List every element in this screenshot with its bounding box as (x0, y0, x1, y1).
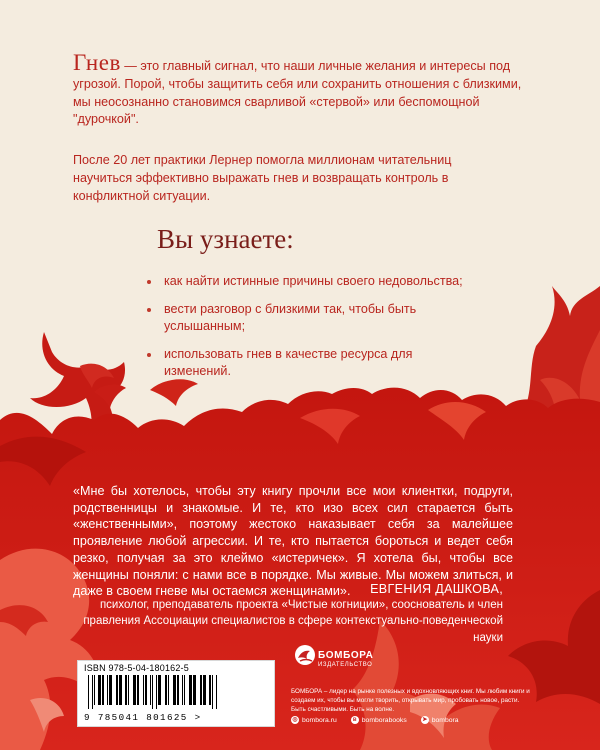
learn-heading: Вы узнаете: (157, 224, 294, 254)
testimonial-quote: «Мне бы хотелось, чтобы эту книгу прочли все мои клиентки, подруги, родственницы и знакомые. И те, кто изо всех сил старается быть «женственными», поэтому жестоко наказывает себя за малейшее проявление любой агрессии. И те, кто пытается бороться и ведет себя резко, получая за это клеймо «истеричек». Я хотела бы, чтобы все женщины поняли: с нами все в порядке. Мы живые. Мы можем злиться, и даже в своем гневе мы остаемся женщинами». (73, 484, 513, 599)
social-label: bomborabooks (361, 716, 407, 724)
learn-list (146, 273, 476, 391)
publisher-description: БОМБОРА – лидер на рынке полезных и вдохновляющих книг. Мы любим книги и создаем их, чтобы вы могли творить, открывать мир, пробовать новое, расти. Быть счастливыми. Быть на волне. (291, 688, 530, 713)
publisher-brand-name: БОМБОРА (318, 650, 374, 661)
social-link-web[interactable] (291, 716, 337, 724)
isbn-digits: 9 785041 801625 > (84, 712, 202, 723)
social-label: bombora (431, 716, 459, 724)
learn-item-text: вести разговор с близкими так, чтобы быть услышанным; (164, 301, 417, 334)
telegram-icon: ➤ (422, 717, 428, 723)
social-label: bombora.ru (302, 716, 337, 724)
bullet-dot-icon (147, 308, 151, 312)
intro-lead-word: Гнев (73, 50, 121, 75)
web-icon: ◎ (292, 717, 298, 723)
social-link-vk[interactable] (351, 716, 407, 724)
learn-item (146, 273, 476, 291)
practice-paragraph: После 20 лет практики Лернер помогла миллионам читательниц научиться эффективно выражать гнев и возвращать контроль в конфликтной ситуации. (73, 153, 452, 203)
learn-item (146, 346, 476, 381)
intro-paragraph (73, 50, 533, 129)
intro-text: — это главный сигнал, что наши личные желания и интересы под угрозой. Порой, чтобы защитить себя или сохранить отношения с близкими, мы неосознанно становимся сварливой «стервой» или беспомощной "дурочкой". (73, 59, 522, 127)
bullet-dot-icon (147, 280, 151, 284)
publisher-socials (291, 716, 459, 724)
isbn-label: ISBN 978-5-04-180162-5 (84, 663, 189, 673)
barcode-icon (82, 675, 270, 711)
publisher-brand-subtitle: ИЗДАТЕЛЬСТВО (318, 662, 373, 668)
testimonial-author-description: психолог, преподаватель проекта «Чистые когниции», сооснователь и член правления Ассоциации специалистов в сфере контекстуально-поведенческой науки (83, 599, 503, 644)
vk-icon: в (351, 716, 359, 724)
testimonial-author: ЕВГЕНИЯ ДАШКОВА, (370, 582, 503, 596)
bullet-dot-icon (147, 353, 151, 357)
isbn-barcode-box (77, 660, 275, 727)
learn-item-text: использовать гнев в качестве ресурса для изменений. (164, 346, 413, 379)
learn-item (146, 301, 476, 336)
learn-item-text: как найти истинные причины своего недовольства; (164, 274, 463, 288)
social-link-telegram[interactable] (421, 716, 459, 724)
